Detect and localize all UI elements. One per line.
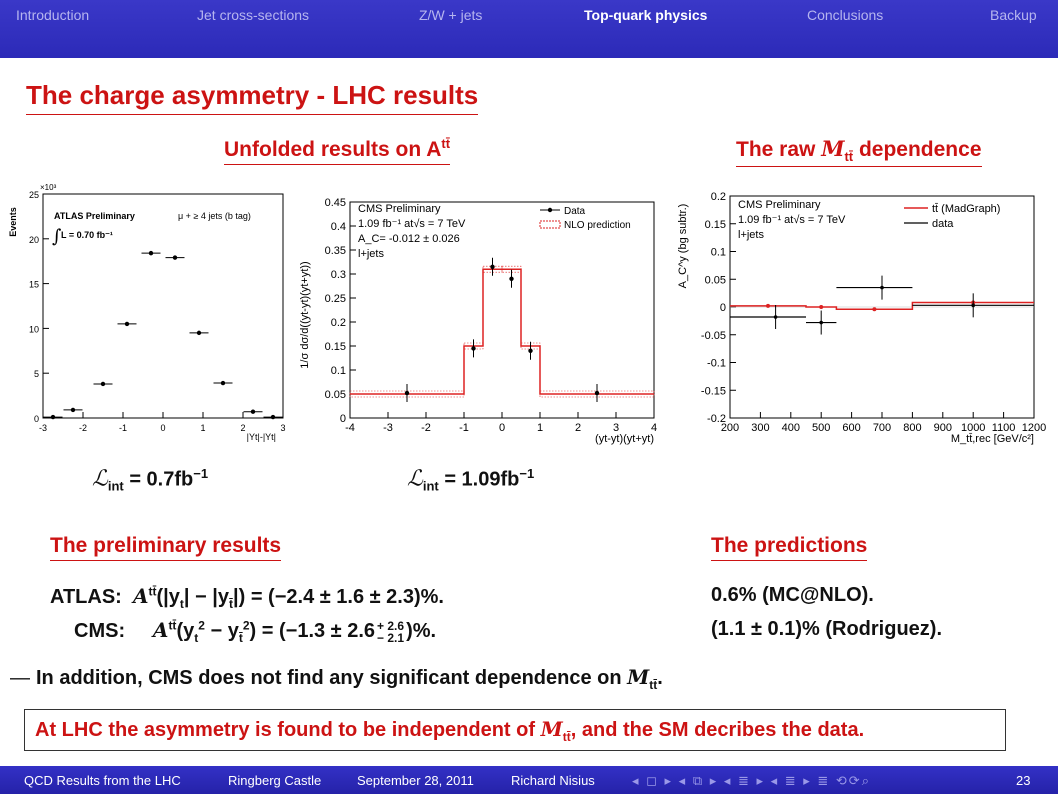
subheading-raw-mass: The raw $M_{tt̄}$ dependence (736, 136, 982, 167)
legend-mc-label: tt̄ (MadGraph) (932, 203, 1001, 215)
y-tick-label: 0.2 (710, 191, 726, 203)
data-point (595, 391, 599, 395)
data-point (880, 286, 884, 290)
x-tick-label: -4 (345, 422, 355, 434)
x-axis-label: |Yt|-|Yt| (246, 432, 276, 442)
conclusion-box: At LHC the asymmetry is found to be independent of $M_{tt̄}$, and the SM decribes the data. (24, 709, 1006, 751)
mc-point (872, 307, 876, 311)
x-tick-label: 900 (933, 422, 952, 434)
cms-mass-plot (672, 186, 1052, 456)
mc-point (766, 304, 770, 308)
y-axis-label: 1/σ dσ/d((yt-yt)(yt+yt)) (299, 261, 311, 369)
lumi-atlas: ℒ$_{int}$ = $0.7fb^{-1}$ (92, 466, 209, 494)
x-tick-label: 1100 (991, 422, 1016, 434)
y-tick-label: 0.35 (324, 245, 346, 257)
y-tick-label: 0.4 (330, 221, 346, 233)
y-tick-label: 0.05 (324, 389, 346, 401)
y-tick-label: 0.25 (324, 293, 346, 305)
y-axis-label: Events (8, 207, 18, 237)
y-tick-label: 0.05 (704, 274, 726, 287)
x-tick-label: -1 (459, 422, 469, 434)
legend-data-label: Data (564, 206, 586, 217)
additional-note: — In addition, CMS does not find any significant dependence on $M_{tt̄}$. (10, 665, 663, 692)
plot-annotation: l+jets (358, 248, 384, 260)
y-tick-label: 0.45 (324, 197, 346, 209)
legend-data-marker (548, 208, 552, 212)
y-axis-label: A_C^y (bg subtr.) (677, 203, 689, 289)
x-tick-label: 300 (751, 422, 770, 434)
data-point (490, 265, 494, 269)
plot-annotation: 1.09 fb⁻¹ at√s = 7 TeV (738, 214, 846, 226)
footer-talk: QCD Results from the LHC (24, 773, 181, 788)
y-tick-label: 0.1 (330, 365, 346, 377)
data-point (509, 277, 513, 281)
data-point (101, 382, 105, 386)
nav-jet-cross-sections[interactable]: Jet cross-sections (197, 7, 310, 23)
legend-nlo-swatch (540, 221, 560, 228)
x-tick-label: 0 (160, 423, 166, 433)
legend-nlo-label: NLO prediction (564, 220, 631, 231)
legend-data-label: data (932, 218, 954, 230)
data-point (819, 321, 823, 325)
page-number: 23 (1016, 773, 1031, 788)
y-tick-label: -0.1 (707, 357, 726, 370)
x-tick-label: 1000 (960, 422, 986, 434)
nav-zw-jets[interactable]: Z/W + jets (419, 7, 483, 23)
x-tick-label: -3 (38, 423, 48, 433)
plot-frame (43, 194, 283, 418)
y-tick-label: 10 (28, 324, 39, 335)
x-tick-label: 2 (574, 422, 582, 434)
plot-annotation: CMS Preliminary (738, 199, 821, 211)
nav-backup[interactable]: Backup (990, 7, 1037, 23)
y-tick-label: 0 (339, 413, 346, 425)
x-tick-label: 200 (720, 422, 740, 434)
y-tick-label: 5 (33, 369, 39, 380)
x-tick-label: 0 (498, 422, 506, 434)
x-tick-label: -2 (421, 422, 431, 434)
x-tick-label: 700 (872, 422, 892, 434)
predictions-heading: The predictions (711, 534, 867, 561)
x-tick-label: 400 (781, 422, 800, 434)
subheading-unfolded: Unfolded results on $A^{tt̄}$ (224, 136, 450, 165)
data-point (774, 315, 778, 319)
data-point (221, 381, 225, 385)
data-point (51, 415, 55, 419)
prediction-mcnlo: 0.6% (MC@NLO). (711, 584, 874, 606)
y-tick-label: -0.05 (700, 329, 726, 342)
footer-author: Richard Nisius (511, 773, 595, 788)
x-tick-label: 4 (650, 422, 658, 434)
data-point (471, 346, 475, 350)
y-multiplier: ×10³ (40, 183, 57, 192)
y-tick-label: 0 (33, 414, 39, 424)
integral-sign: ∫ (52, 226, 62, 247)
x-tick-label: 3 (280, 423, 286, 433)
slide-title: The charge asymmetry - LHC results (26, 80, 478, 115)
plot-annotation: l+jets (738, 229, 764, 241)
x-axis-label: (yt-yt)(yt+yt) (595, 433, 654, 445)
x-tick-label: 1200 (1021, 422, 1047, 434)
y-tick-label: 20 (28, 234, 39, 245)
data-point (271, 415, 275, 419)
x-tick-label: 600 (842, 422, 861, 434)
footer-place: Ringberg Castle (228, 773, 322, 788)
mc-point (819, 305, 823, 309)
plot-annotation: 1.09 fb⁻¹ at√s = 7 TeV (358, 218, 466, 230)
plot-annotation: A_C= -0.012 ± 0.026 (358, 233, 460, 245)
nav-introduction[interactable]: Introduction (16, 7, 90, 23)
nav-conclusions[interactable]: Conclusions (807, 7, 884, 23)
data-point (71, 408, 75, 412)
data-point (251, 410, 255, 414)
data-point (173, 255, 177, 259)
nlo-prediction-line (350, 269, 654, 394)
y-tick-label: 25 (28, 190, 39, 200)
footer-date: September 28, 2011 (357, 773, 474, 788)
data-point (149, 251, 153, 255)
y-tick-label: 0.1 (710, 246, 726, 259)
x-tick-label: -3 (383, 422, 393, 434)
footer-bar (0, 766, 1058, 794)
cms-unfolded-plot (294, 190, 664, 455)
x-tick-label: -2 (78, 423, 88, 433)
lumi-cms: ℒ$_{int}$ = $1.09fb^{-1}$ (407, 466, 535, 494)
prediction-rodriguez: (1.1 ± 0.1)% (Rodriguez). (711, 618, 943, 640)
x-tick-label: 800 (903, 422, 922, 434)
atlas-chart (6, 182, 291, 442)
x-tick-label: 2 (240, 423, 246, 433)
y-tick-label: -0.15 (700, 385, 726, 398)
prelim-results-heading: The preliminary results (50, 534, 281, 561)
atlas-label: ATLAS Preliminary (54, 211, 135, 221)
lumi-annotation: L = 0.70 fb⁻¹ (61, 230, 113, 240)
y-tick-label: 15 (28, 279, 39, 290)
data-point (125, 322, 129, 326)
data-point (197, 331, 201, 335)
x-tick-label: 3 (612, 422, 620, 434)
data-point (405, 391, 409, 395)
data-point (528, 349, 532, 353)
y-tick-label: 0.3 (330, 269, 346, 281)
y-tick-label: 0 (719, 302, 726, 314)
atlas-result: ATLAS: $A^{tt̄}(|y_t| - |y_{t̄}|) = (-2.4 \pm 1.6 \pm 2.3)\%$. (50, 584, 444, 611)
plot-annotation: CMS Preliminary (358, 203, 441, 215)
data-point (971, 304, 975, 308)
beamer-nav-icons[interactable]: ◂ ◻ ▸ ◂ ⧉ ▸ ◂ ≣ ▸ ◂ ≣ ▸ ≣ ⟲⟳⌕ (632, 773, 871, 788)
x-axis-label: M_tt̄,rec [GeV/c²] (950, 433, 1034, 445)
x-tick-label: 500 (812, 422, 831, 434)
cms-mass-chart (672, 186, 1052, 456)
x-tick-label: 1 (200, 423, 206, 433)
x-tick-label: -1 (118, 423, 128, 433)
nav-top-quark-physics[interactable]: Top-quark physics (584, 7, 708, 23)
y-tick-label: 0.15 (324, 341, 346, 353)
y-tick-label: 0.2 (330, 317, 346, 329)
section-nav (0, 0, 1058, 58)
cms-unfolded-chart (294, 190, 664, 455)
x-tick-label: 1 (536, 422, 544, 434)
y-tick-label: -0.2 (707, 413, 726, 425)
channel-annotation: μ + ≥ 4 jets (b tag) (178, 211, 251, 221)
cms-result: CMS: $A^{tt̄}(y_t^2 - y_{t̄}^2) = (-1.3 \pm 2.6$ + 2.6 − 2.1 )%. (74, 618, 437, 645)
atlas-plot (6, 182, 291, 442)
y-tick-label: 0.15 (704, 218, 726, 231)
